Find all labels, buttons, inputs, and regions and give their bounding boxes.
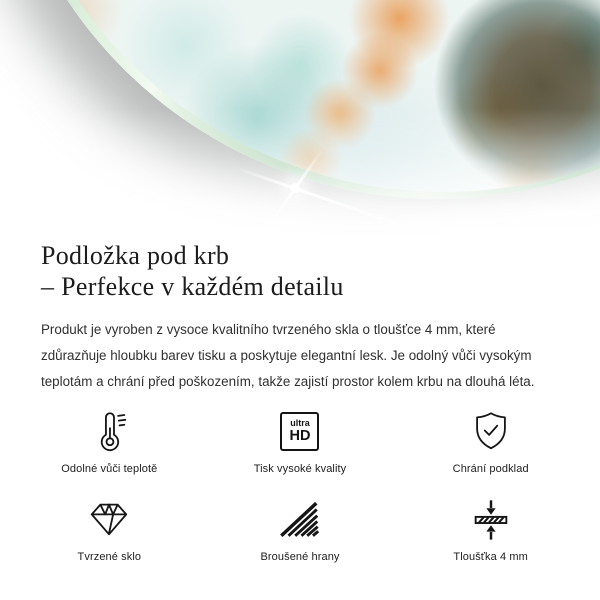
feature-protects-surface	[395, 408, 586, 475]
shield-check-icon	[468, 408, 514, 454]
feature-label: Tloušťka 4 mm	[453, 551, 528, 563]
features-grid	[14, 408, 586, 563]
feature-thickness	[395, 496, 586, 563]
thickness-icon	[468, 496, 514, 542]
sparkle-core	[288, 181, 302, 195]
feature-tempered-glass	[14, 496, 205, 563]
ultra-hd-icon-text-bottom: HD	[289, 427, 311, 444]
page-title-line1: Podložka pod krb	[41, 241, 230, 270]
feature-label: Chrání podklad	[452, 463, 529, 475]
feature-label: Broušené hrany	[260, 551, 340, 563]
beveled-edges-icon	[277, 496, 323, 542]
product-description: Produkt je vyroben z vysoce kvalitního tvrzeného skla o tloušťce 4 mm, které zdůrazňuje hloubku barev tisku a poskytuje elegantní lesk. Je odolný vůči vysokým teplotám a chrání před poškozením, takže zajistí prostor kolem krbu na dlouhá léta.	[41, 322, 535, 389]
diamond-icon	[86, 496, 132, 542]
feature-label: Tisk vysoké kvality	[253, 463, 347, 475]
product-hero-image	[0, 0, 600, 240]
feature-label: Odolné vůči teplotě	[61, 463, 158, 475]
ultra-hd-icon	[280, 408, 319, 454]
feature-heat-resistant	[14, 408, 205, 475]
feature-label: Tvrzené sklo	[77, 551, 142, 563]
page-title-line2: – Perfekce v každém detailu	[41, 272, 344, 301]
feature-polished-edges	[205, 496, 396, 563]
feature-print-quality	[205, 408, 396, 475]
product-info-section	[0, 240, 600, 563]
ultra-hd-icon-text-top: ultra	[290, 417, 310, 428]
thermometer-icon	[86, 408, 132, 454]
page-title	[41, 240, 559, 302]
